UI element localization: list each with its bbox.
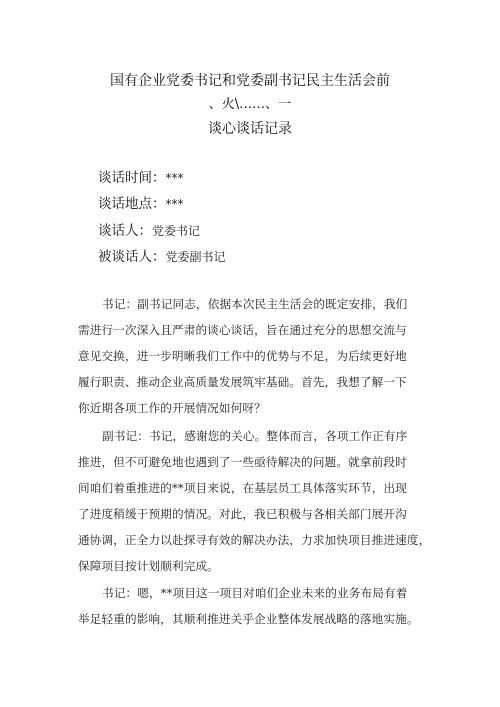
paragraph-2-line: 推进，但不可避免地也遇到了一些亟待解决的问题。就拿前段时: [78, 455, 407, 469]
document-title-line-1: 国有企业党委书记和党委副书记民主生活会前: [110, 73, 390, 89]
paragraph-2-line: 间咱们着重推进的**项目来说，在基层员工具体落实环节，出现: [78, 481, 407, 495]
meta-speaker-label: 谈话人：: [98, 223, 152, 239]
meta-listener: [98, 245, 226, 265]
meta-time: [98, 166, 184, 186]
meta-place-value: ***: [165, 197, 184, 211]
paragraph-2-line: 保障项目按计划顺利完成。: [78, 559, 219, 573]
paragraph-2-line: 了进度稍缓于预期的情况。对此，我已积极与各相关部门展开沟: [78, 507, 407, 521]
paragraph-2-line: 通协调，正全力以赴探寻有效的解决办法，力求加快项目推进速度，: [78, 533, 431, 547]
paragraph-1-line: 书记：副书记同志，依据本次民主生活会的既定安排，我们: [102, 297, 408, 311]
meta-time-value: ***: [165, 171, 184, 185]
paragraph-1-line: 履行职责、推动企业高质量发展筑牢基础。首先，我想了解一下: [78, 375, 407, 389]
meta-listener-value: 党委副书记: [165, 250, 226, 264]
paragraph-3-line: 书记：嗯，**项目这一项目对咱们企业未来的业务布局有着: [102, 586, 408, 600]
meta-time-label: 谈话时间：: [98, 170, 166, 186]
paragraph-2-line: 副书记：书记，感谢您的关心。整体而言，各项工作正有序: [102, 429, 408, 443]
meta-place-label: 谈话地点：: [98, 196, 166, 212]
meta-listener-label: 被谈话人：: [98, 249, 166, 265]
meta-place: [98, 192, 184, 212]
paragraph-3-line: 举足轻重的影响，其顺利推进关乎企业整体发展战略的落地实施。: [78, 612, 419, 626]
meta-speaker: [98, 219, 200, 239]
paragraph-1-line: 你近期各项工作的开展情况如何呀？: [78, 401, 266, 415]
paragraph-1-line: 需进行一次深入且严肃的谈心谈话，旨在通过充分的思想交流与: [78, 323, 407, 337]
document-title-line-2: 、火\……、一: [208, 97, 292, 112]
paragraph-1-line: 意见交换，进一步明晰我们工作中的优势与不足，为后续更好地: [78, 349, 407, 363]
meta-speaker-value: 党委书记: [152, 224, 201, 238]
document-title-line-3: 谈心谈话记录: [208, 121, 292, 137]
